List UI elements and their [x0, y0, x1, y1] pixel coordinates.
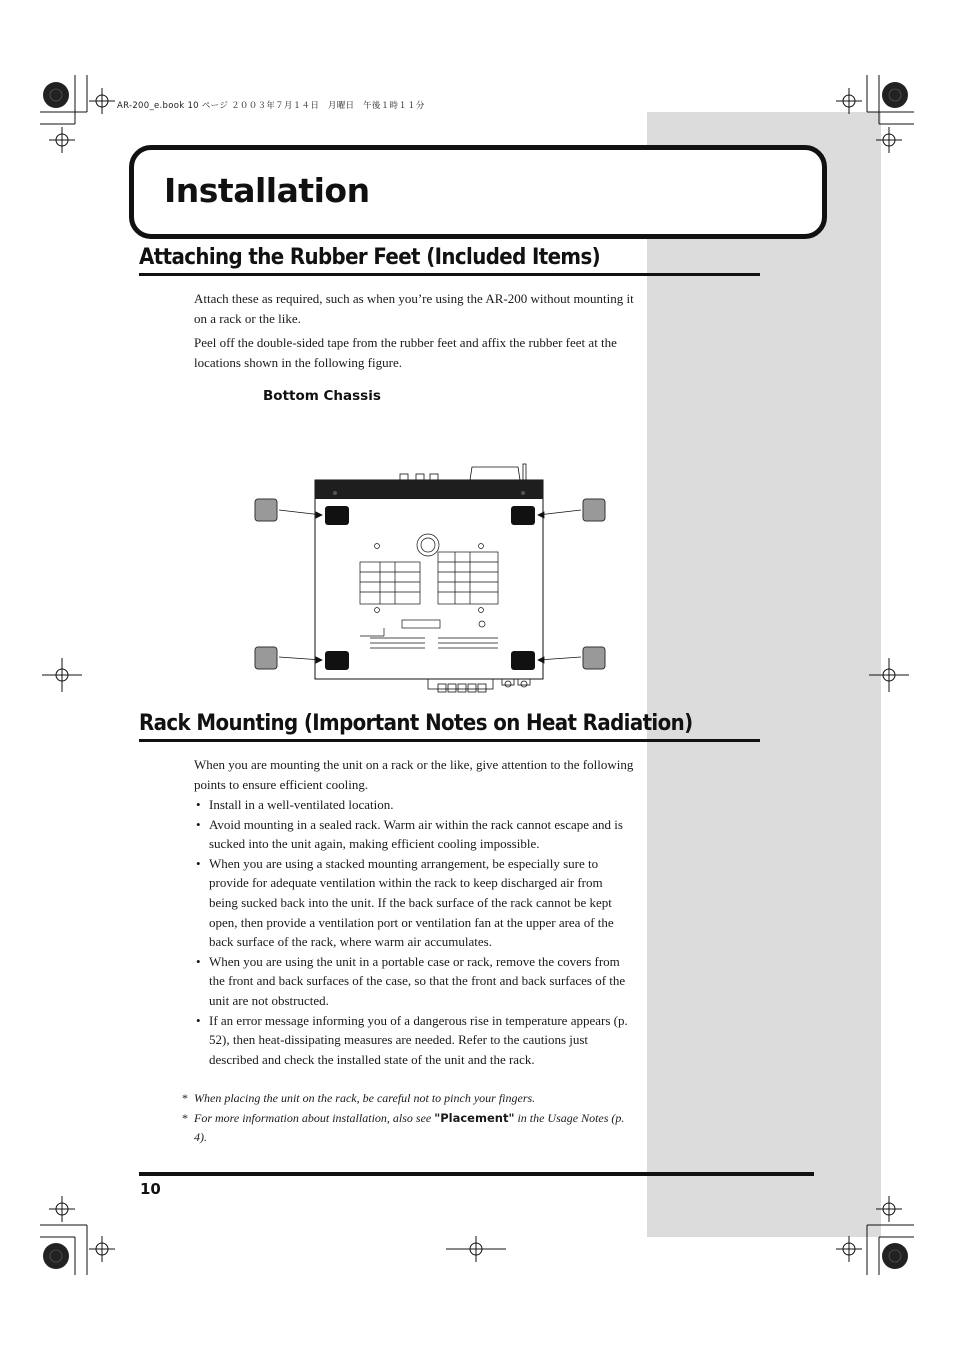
bullet: •: [196, 816, 201, 832]
note-marker: *: [182, 1110, 188, 1125]
list-item: [194, 795, 634, 815]
note-text-before: For more information about installation, also see: [194, 1110, 435, 1125]
print-header: AR-200_e.book 10 ページ ２００３年７月１４日 月曜日 午後１時１１分: [117, 101, 425, 111]
bullet: •: [196, 1012, 201, 1028]
cooling-points-list: [194, 795, 634, 1069]
list-item-text: Install in a well-ventilated location.: [209, 797, 394, 812]
chassis-body: [315, 480, 543, 679]
page-number: 10: [140, 1180, 161, 1198]
paragraph-rack-intro: When you are mounting the unit on a rack or the like, give attention to the following points to ensure efficient cooling.: [194, 757, 634, 792]
paragraph-attach: Attach these as required, such as when you’re using the AR-200 without mounting it on a rack or the like.: [194, 291, 634, 326]
chapter-title: Installation: [164, 171, 370, 210]
list-item: [194, 1011, 634, 1070]
list-item: [194, 854, 634, 952]
figure-caption: Bottom Chassis: [263, 388, 381, 404]
bottom-connectors: [428, 679, 530, 692]
footer-rule: [139, 1172, 814, 1176]
note-fingers: [182, 1089, 634, 1109]
list-item-text: If an error message informing you of a dangerous rise in temperature appears (p. 52), then heat-dissipating measures are needed. Refer to the cautions just described and check the installed state of the unit and the rack.: [209, 1012, 628, 1067]
bullet: •: [196, 797, 201, 812]
list-item: [194, 952, 634, 1011]
front-panel-strip: [315, 480, 543, 499]
bottom-chassis-figure: [250, 460, 620, 700]
chapter-title-box: [129, 145, 827, 239]
section-heading-rubber-feet: Attaching the Rubber Feet (Included Items): [139, 245, 760, 276]
notes: [182, 1089, 634, 1148]
bullet: •: [196, 855, 201, 871]
list-item-text: When you are using a stacked mounting arrangement, be especially sure to provide for adequate ventilation within the rack to keep discharged air from being sucked back into the unit. If the back surface of the rack cannot be kept open, then provide a ventilation port or ventilation fan at the upper area of the back surface of the rack, where warm air accumulates.: [209, 855, 614, 950]
placement-reference: "Placement": [434, 1110, 515, 1125]
note-placement: [182, 1109, 634, 1148]
list-item-text: Avoid mounting in a sealed rack. Warm air within the rack cannot escape and is sucked into the unit again, making efficient cooling impossible.: [209, 816, 623, 852]
bullet: •: [196, 953, 201, 969]
note-text: When placing the unit on the rack, be careful not to pinch your fingers.: [194, 1091, 536, 1105]
note-text-after: in the Usage Notes (p. 4).: [194, 1110, 625, 1145]
list-item: [194, 815, 634, 854]
note-marker: *: [182, 1091, 188, 1105]
section-heading-rack-mounting: Rack Mounting (Important Notes on Heat Radiation): [139, 711, 760, 742]
list-item-text: When you are using the unit in a portable case or rack, remove the covers from the front and back surfaces of the case, so that the front and back surfaces of the unit are not obstructed.: [209, 953, 626, 1008]
rear-connectors: [400, 464, 526, 480]
paragraph-peel: Peel off the double-sided tape from the rubber feet and affix the rubber feet at the locations shown in the following figure.: [194, 335, 617, 370]
